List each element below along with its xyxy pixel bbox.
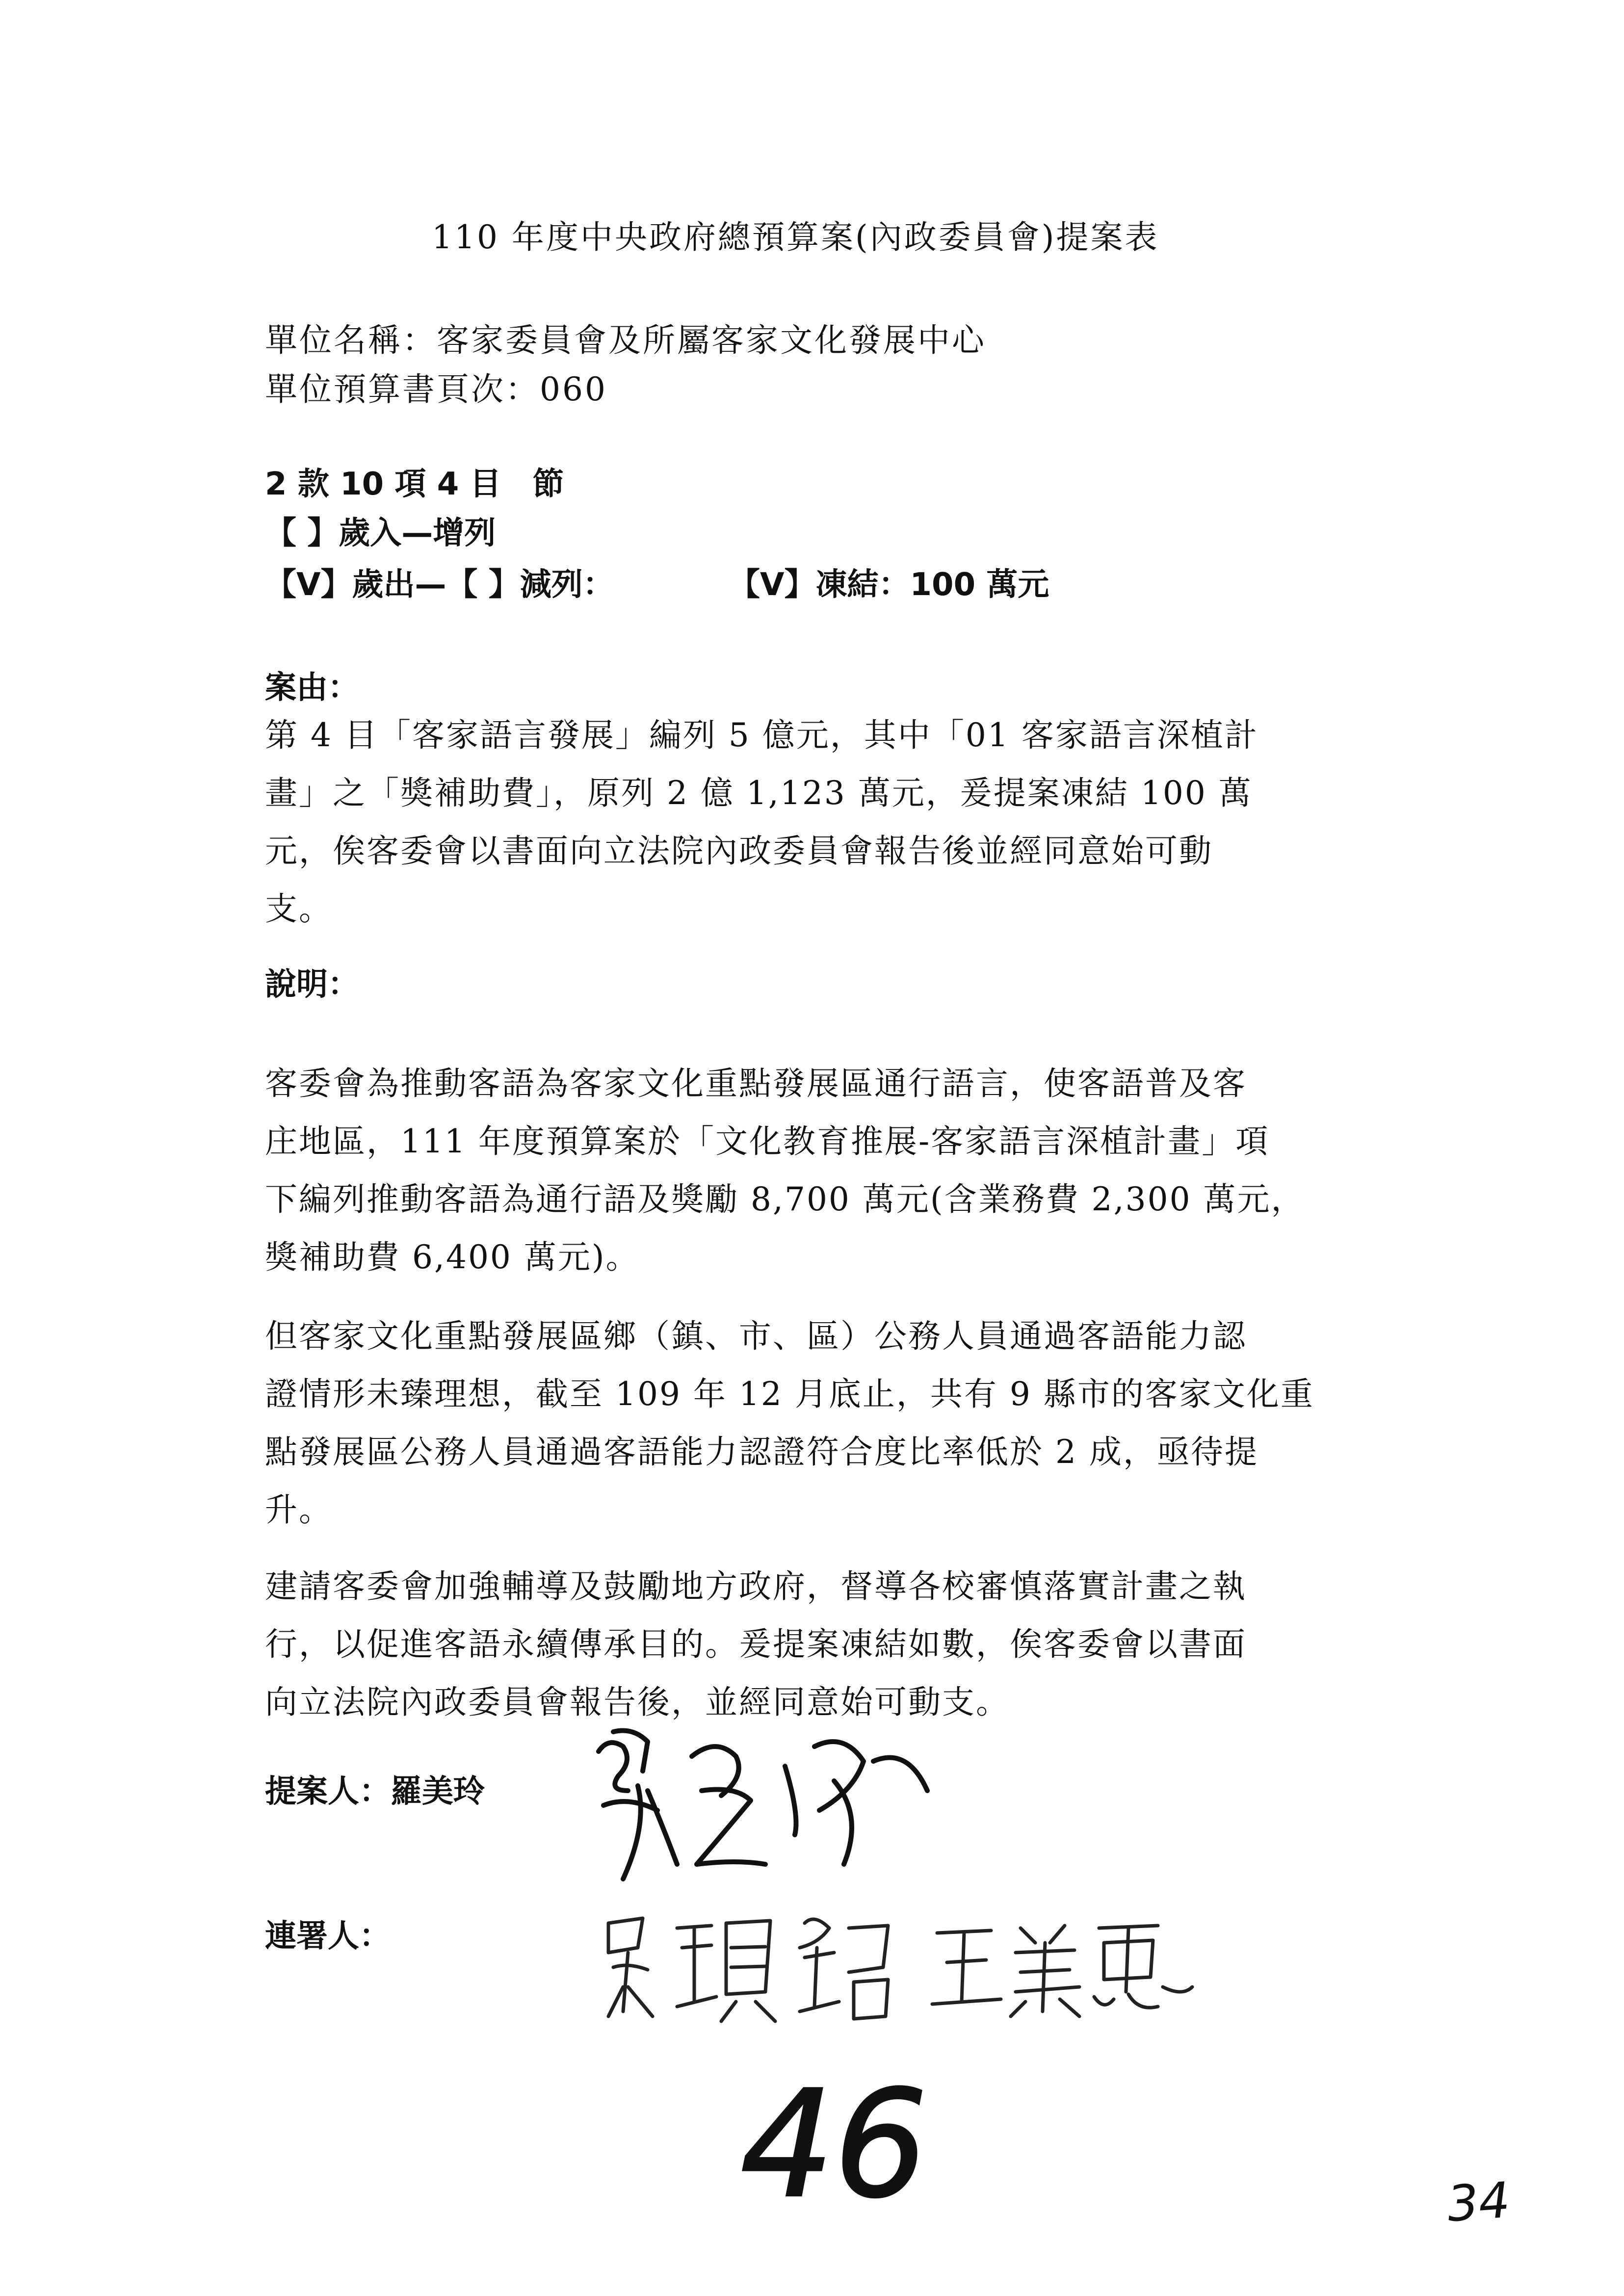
- explanation-paragraph-3: [265, 1558, 1408, 1731]
- explanation-line: 建請客委會加強輔導及鼓勵地方政府，督導各校審慎落實計畫之執: [265, 1567, 1247, 1605]
- explanation-line: 證情形未臻理想，截至 109 年 12 月底止，共有 9 縣市的客家文化重: [265, 1375, 1314, 1413]
- proposer-signature: [589, 1717, 942, 1894]
- explanation-line: 向立法院內政委員會報告後，並經同意始可動支。: [265, 1683, 1010, 1721]
- explanation-line: 客委會為推動客語為客家文化重點發展區通行語言，使客語普及客: [265, 1065, 1247, 1102]
- document-title: 110 年度中央政府總預算案(內政委員會)提案表: [432, 218, 1159, 256]
- explanation-heading: 說明：: [265, 966, 359, 1003]
- budget-section: 2 款 10 項 4 目 節: [265, 466, 564, 502]
- explanation-line: 獎補助費 6,400 萬元)。: [265, 1238, 640, 1276]
- reason-line: 元，俟客委會以書面向立法院內政委員會報告後並經同意始可動: [265, 832, 1213, 870]
- explanation-line: 但客家文化重點發展區鄉（鎮、市、區）公務人員通過客語能力認: [265, 1317, 1247, 1355]
- freeze-option: 【V】凍結：100 萬元: [729, 567, 1049, 603]
- revenue-option: 【 】歲入—增列: [265, 515, 496, 551]
- signature-scribble-icon: [589, 1717, 942, 1894]
- explanation-paragraph-1: [265, 1055, 1408, 1286]
- explanation-paragraph-2: [265, 1307, 1408, 1539]
- explanation-line: 升。: [265, 1491, 333, 1529]
- explanation-line: 點發展區公務人員通過客語能力認證符合度比率低於 2 成，亟待提: [265, 1433, 1258, 1471]
- expenditure-option: 【V】歲出—【 】減列：: [265, 567, 614, 603]
- cosigner-label: 連署人：: [265, 1918, 391, 1955]
- reason-line: 支。: [265, 890, 333, 928]
- explanation-line: 庄地區，111 年度預算案於「文化教育推展-客家語言深植計畫」項: [265, 1122, 1270, 1160]
- page-number: 34: [1445, 2171, 1512, 2233]
- signature-scribble-icon: [599, 1904, 903, 2031]
- signature-scribble-icon: [927, 1913, 1202, 2021]
- reason-heading: 案由：: [265, 670, 359, 706]
- explanation-line: 行，以促進客語永續傳承目的。爰提案凍結如數，俟客委會以書面: [265, 1625, 1247, 1663]
- reason-line: 第 4 目「客家語言發展」編列 5 億元，其中「01 客家語言深植計: [265, 716, 1258, 754]
- cosigner-signature-1: [599, 1904, 903, 2031]
- budget-book-page: 單位預算書頁次：060: [265, 370, 607, 408]
- explanation-line: 下編列推動客語為通行語及獎勵 8,700 萬元(含業務費 2,300 萬元，: [265, 1180, 1305, 1218]
- handwritten-number-text: 46: [740, 2070, 928, 2227]
- handwritten-number: [707, 2070, 962, 2227]
- reason-paragraph: [265, 706, 1408, 938]
- cosigner-signature-2: [927, 1913, 1202, 2021]
- unit-name: 單位名稱：客家委員會及所屬客家文化發展中心: [265, 321, 986, 359]
- reason-line: 畫」之「獎補助費」，原列 2 億 1,123 萬元，爰提案凍結 100 萬: [265, 774, 1253, 812]
- proposer-label: 提案人：羅美玲: [265, 1774, 485, 1810]
